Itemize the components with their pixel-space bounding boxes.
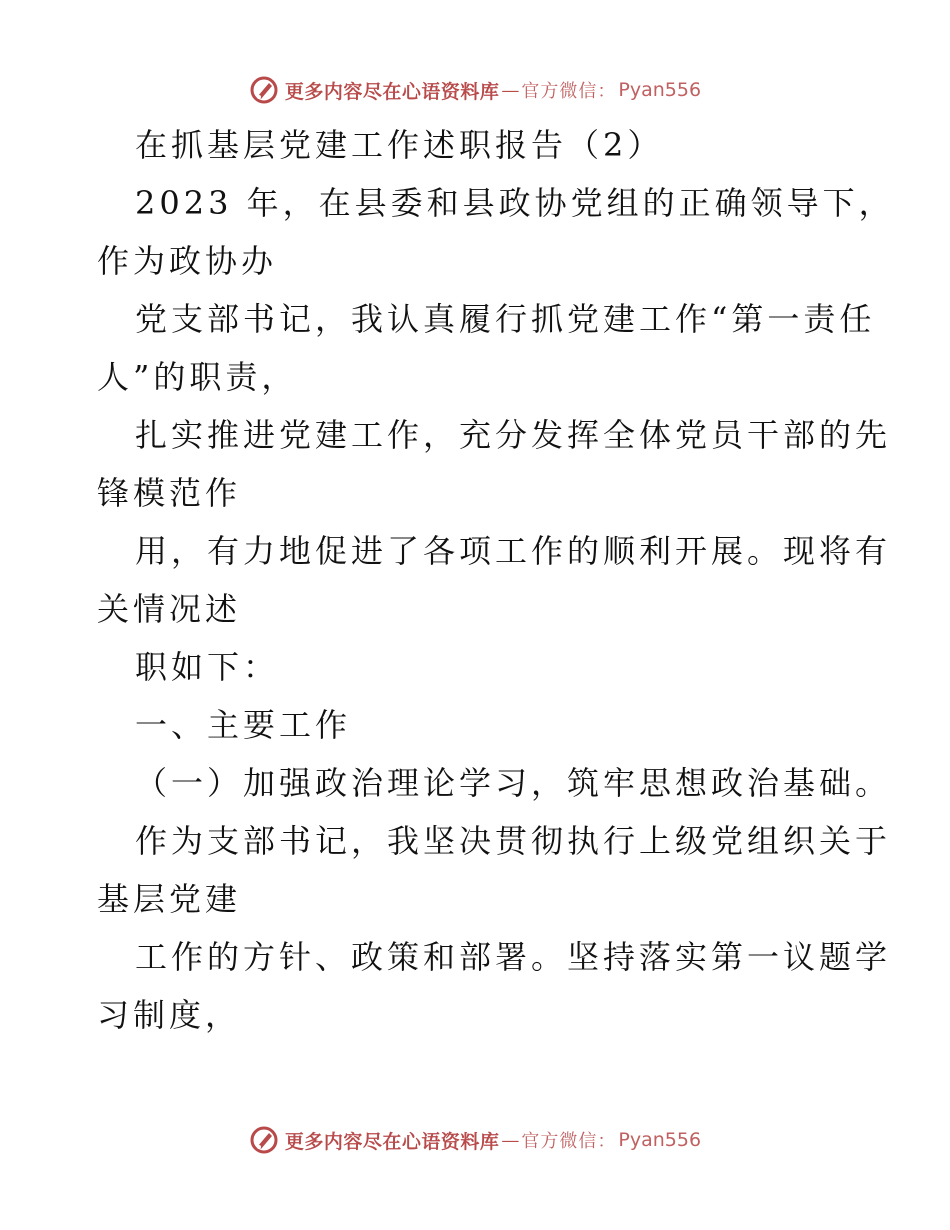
doc-line: 扎实推进党建工作，充分发挥全体党员干部的先 — [135, 416, 892, 454]
doc-line: 用，有力地促进了各项工作的顺利开展。现将有 — [135, 532, 892, 570]
banner-separator: — — [501, 1129, 520, 1151]
doc-line: 职如下： — [135, 648, 280, 686]
doc-title: 在抓基层党建工作述职报告（2） — [135, 126, 664, 164]
section-heading: 一、主要工作 — [135, 706, 352, 744]
banner-wechat-id: Pyan556 — [618, 1129, 702, 1151]
doc-line: 2023 年，在县委和县政协党组的正确领导下， — [135, 184, 895, 222]
banner-text: 更多内容尽在心语资料库 — [284, 80, 500, 103]
banner-text: 更多内容尽在心语资料库 — [284, 1130, 500, 1153]
header-watermark-banner — [0, 70, 950, 110]
banner-wechat-id: Pyan556 — [618, 79, 702, 101]
doc-line: 基层党建 — [97, 880, 242, 918]
banner-wechat-label: 官方微信： — [521, 1131, 617, 1152]
doc-line: 习制度， — [97, 996, 242, 1034]
doc-line: 人”的职责， — [97, 358, 298, 396]
doc-line: 关情况述 — [97, 590, 242, 628]
pen-logo-icon — [249, 1125, 279, 1155]
banner-wechat-label: 官方微信： — [521, 81, 617, 102]
subsection-heading: （一）加强政治理论学习，筑牢思想政治基础。 — [135, 764, 892, 802]
doc-line: 作为政协办 — [97, 242, 278, 280]
footer-watermark-banner — [0, 1120, 950, 1160]
doc-line: 党支部书记，我认真履行抓党建工作“第一责任 — [135, 300, 876, 338]
doc-line: 锋模范作 — [97, 474, 242, 512]
banner-separator: — — [501, 79, 520, 101]
document-body — [97, 116, 895, 1044]
doc-line: 工作的方针、政策和部署。坚持落实第一议题学 — [135, 938, 892, 976]
doc-line: 作为支部书记，我坚决贯彻执行上级党组织关于 — [135, 822, 892, 860]
pen-logo-icon — [249, 75, 279, 105]
